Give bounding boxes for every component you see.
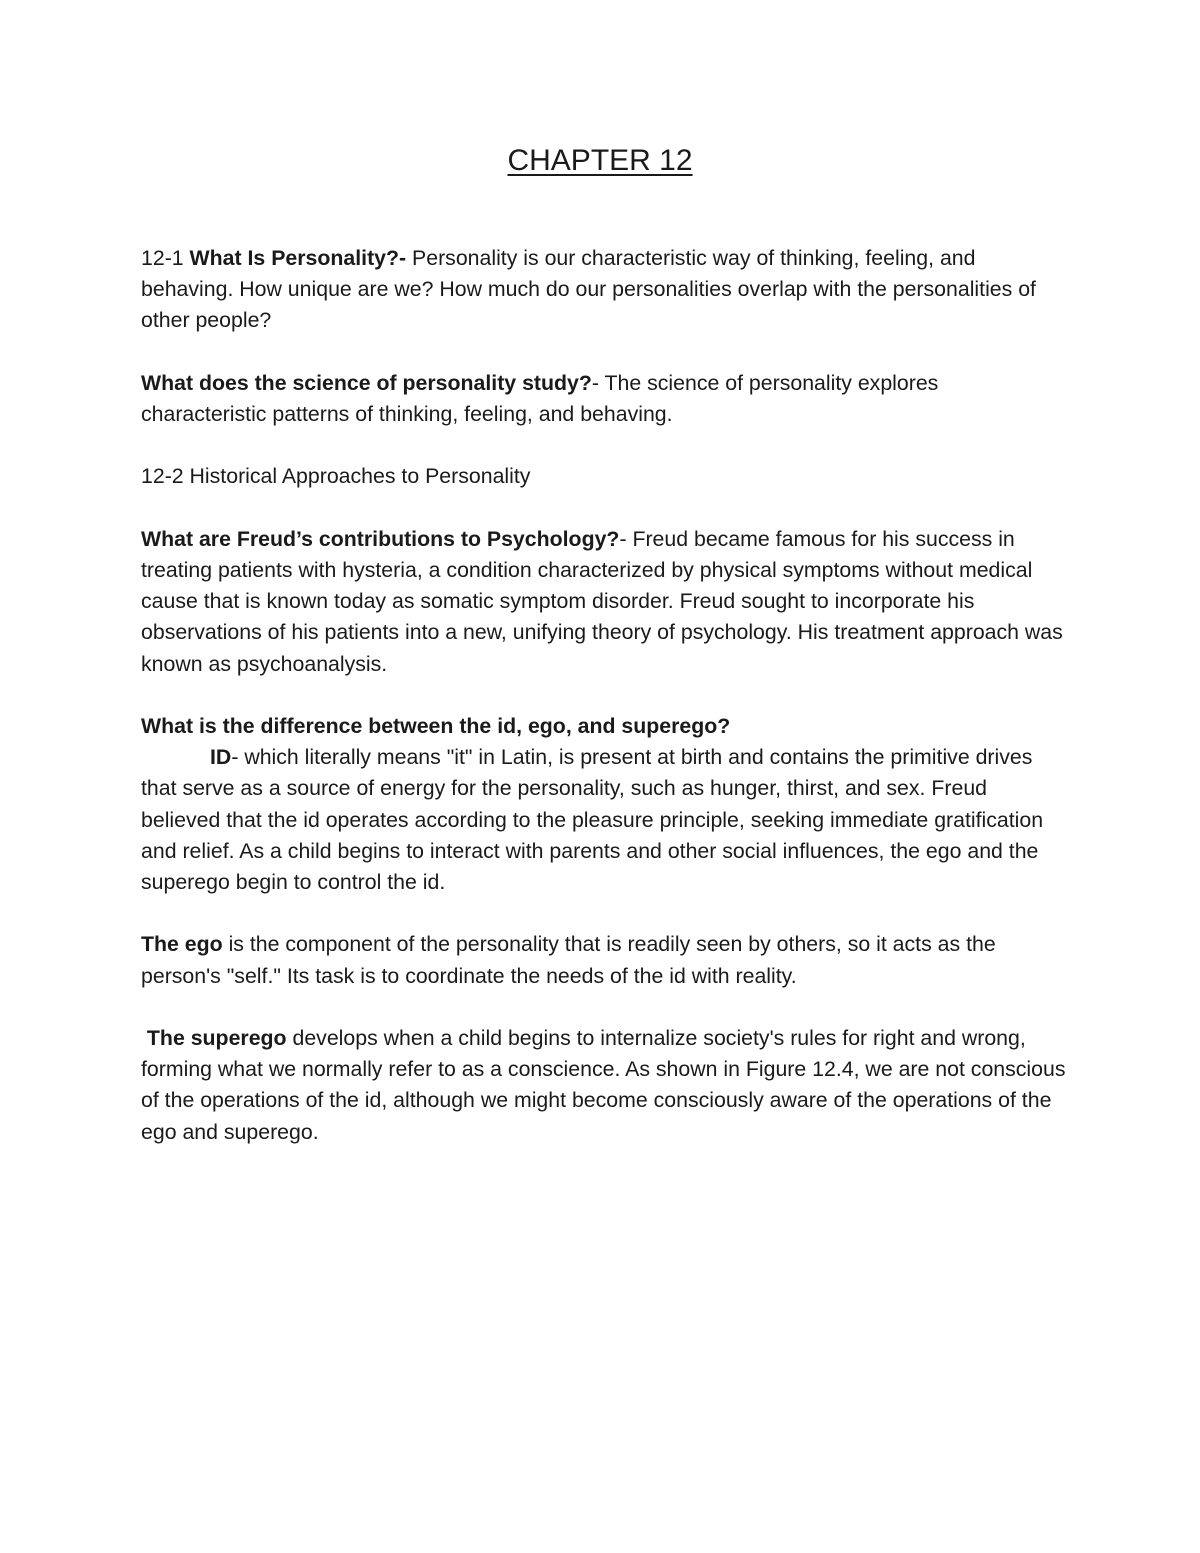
indent-spacer — [141, 745, 210, 769]
section-superego — [141, 1023, 1066, 1148]
section-heading: What are Freud’s contributions to Psychology? — [141, 526, 620, 551]
section-historical-approaches — [141, 461, 1066, 492]
section-text: - The science of personality explores characteristic patterns of thinking, feeling, and behaving. — [141, 370, 939, 426]
chapter-title: CHAPTER 12 — [507, 144, 693, 177]
id-text: - which literally means "it" in Latin, is present at birth and contains the primitive drives that serve as a source of energy for the personality, such as hunger, thirst, and sex. Freud believed that the id operates according to the pleasure principle, seeking immediate gratification and relief. As a child begins to interact with parents and other social influences, the ego and the superego begin to control the id. — [141, 745, 1044, 894]
section-heading: What Is Personality?- — [189, 246, 407, 270]
section-text: - Freud became famous for his success in treating patients with hysteria, a condition characterized by physical symptoms without medical cause that is known today as somatic symptom disorder. Freud sought to incorporate his observations of his patients into a new, unifying theory of psychology. His treatment approach was known as psychoanalysis. — [141, 526, 1063, 676]
section-heading: What is the difference between the id, ego, and superego? — [141, 713, 731, 738]
superego-term: The superego — [146, 1025, 287, 1050]
section-id-ego-superego — [141, 711, 1066, 898]
section-ego — [141, 929, 1066, 991]
section-text: 12-2 Historical Approaches to Personality — [141, 464, 531, 489]
ego-text: is the component of the personality that is readily seen by others, so it acts as the person's "self." Its task is to coordinate the needs of the id with reality. — [141, 932, 996, 988]
section-heading: What does the science of personality study? — [141, 370, 592, 395]
id-term: ID — [210, 745, 232, 770]
section-what-is-personality — [141, 243, 1066, 337]
section-science-of-personality — [141, 368, 1066, 430]
section-freud-contributions — [141, 524, 1066, 680]
document-body — [141, 243, 1066, 1148]
ego-term: The ego — [141, 932, 223, 957]
section-text: Personality is our characteristic way of thinking, feeling, and behaving. How unique are we? How much do our personalities overlap with the personalities of other people? — [141, 246, 1036, 333]
section-number: 12-1 — [141, 246, 190, 270]
superego-text: develops when a child begins to internalize society's rules for right and wrong, forming what we normally refer to as a conscience. As shown in Figure 12.4, we are not conscious of the operations of the id, although we might become consciously aware of the operations of the ego and superego. — [141, 1025, 1066, 1144]
